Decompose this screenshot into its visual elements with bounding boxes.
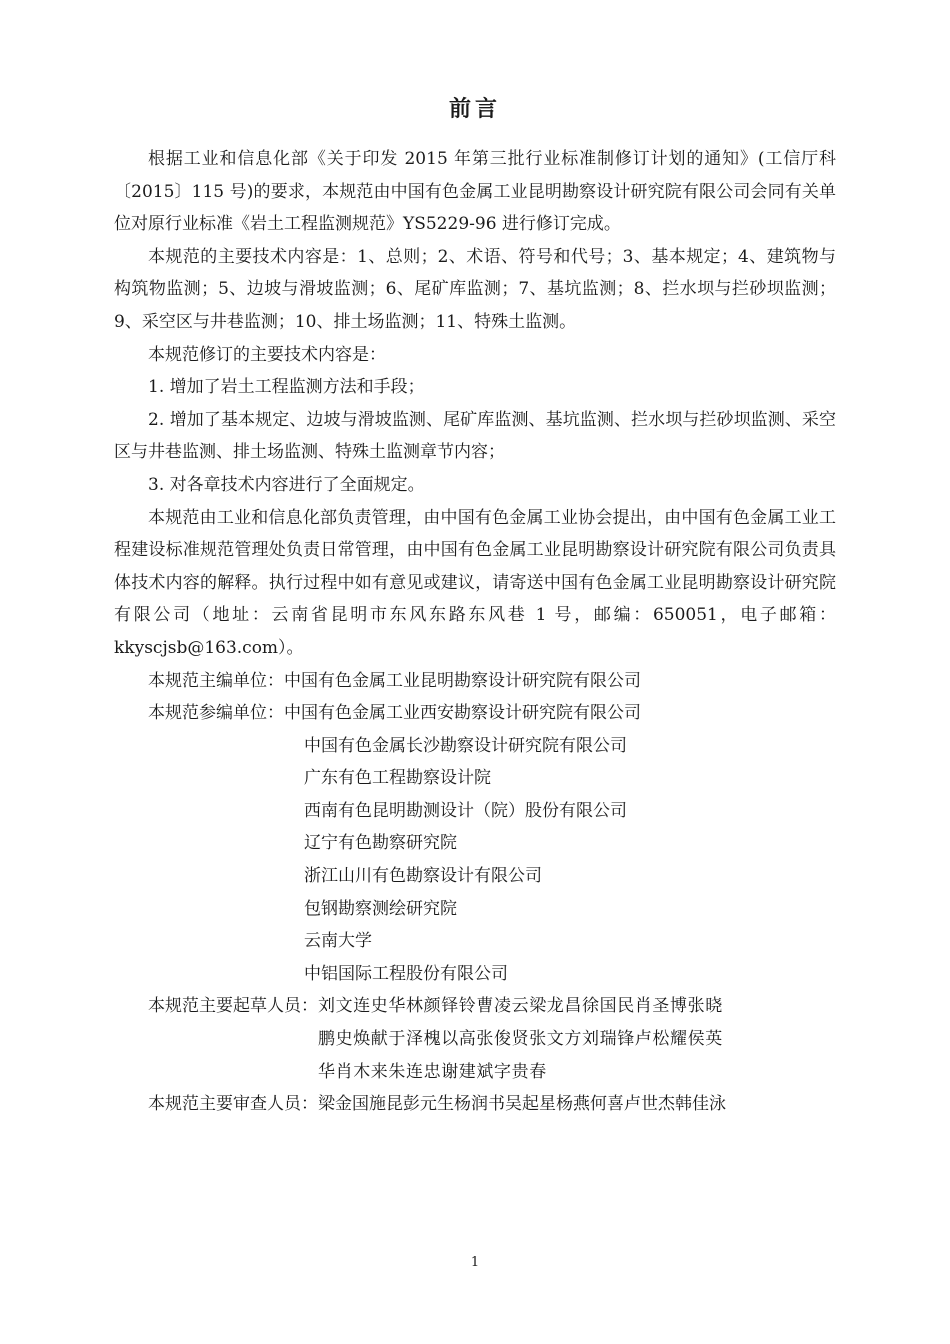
chief-unit-row [114, 665, 836, 698]
paragraph-management: 本规范由工业和信息化部负责管理，由中国有色金属工业协会提出，由中国有色金属工业工程建设标准规范管理处负责日常管理，由中国有色金属工业昆明勘察设计研究院有限公司负责具体技术内容的解释。执行过程中如有意见或建议，请寄送中国有色金属工业昆明勘察设计研究院有限公司（地址：云南省昆明市东风东路东风巷 1 号，邮编：650051，电子邮箱：kkyscjsb@163.com）。 [114, 507, 836, 658]
participating-units-label: 本规范参编单位： [148, 703, 284, 724]
participating-unit: 中国有色金属长沙勘察设计研究院有限公司 [304, 735, 627, 756]
paragraph-main-content: 本规范的主要技术内容是：1、总则；2、术语、符号和代号；3、基本规定；4、建筑物与构筑物监测；5、边坡与滑坡监测；6、尾矿库监测；7、基坑监测；8、拦水坝与拦砂坝监测；9、采空区与井巷监测；10、排土场监测；11、特殊土监测。 [114, 246, 836, 332]
reviewers-names: 梁金国施昆彭元生杨润书吴起星杨燕何喜卢世杰韩佳泳 [318, 1094, 726, 1115]
drafters-label: 本规范主要起草人员： [148, 996, 318, 1017]
reviewers-label: 本规范主要审查人员： [148, 1094, 318, 1115]
page-title: 前言 [448, 97, 501, 122]
revision-item-1: 1. 增加了岩土工程监测方法和手段； [148, 377, 425, 398]
page-number: 1 [470, 1255, 480, 1270]
participating-units-list [304, 730, 836, 991]
participating-units-row [114, 697, 836, 730]
participating-unit: 中铝国际工程股份有限公司 [304, 963, 508, 984]
participating-unit: 云南大学 [304, 931, 372, 952]
participating-unit: 包钢勘察测绘研究院 [304, 898, 457, 919]
revision-item-2: 2. 增加了基本规定、边坡与滑坡监测、尾矿库监测、基坑监测、拦水坝与拦砂坝监测、采空区与井巷监测、排土场监测、特殊土监测章节内容； [114, 409, 836, 463]
participating-unit: 辽宁有色勘察研究院 [304, 833, 457, 854]
chief-unit-label: 本规范主编单位： [148, 670, 284, 691]
paragraph-basis: 根据工业和信息化部《关于印发 2015 年第三批行业标准制修订计划的通知》(工信厅科〔2015〕115 号)的要求，本规范由中国有色金属工业昆明勘察设计研究院有限公司会同有关单位对原行业标准《岩土工程监测规范》YS5229-96 进行修订完成。 [114, 149, 836, 235]
participating-unit: 浙江山川有色勘察设计有限公司 [304, 866, 542, 887]
participating-unit: 广东有色工程勘察设计院 [304, 768, 491, 789]
document-body [114, 143, 836, 1121]
participating-unit: 中国有色金属工业西安勘察设计研究院有限公司 [284, 703, 641, 724]
chief-unit: 中国有色金属工业昆明勘察设计研究院有限公司 [284, 670, 641, 691]
drafters-names: 刘文连史华林颜铎铃曹凌云梁龙昌徐国民肖圣博张晓鹏史焕献于泽槐以高张俊贤张文方刘瑞锋卢松耀侯英华肖木来朱连忠谢建斌字贵春 [318, 996, 723, 1082]
participating-unit: 西南有色昆明勘测设计（院）股份有限公司 [304, 800, 627, 821]
drafters-row [114, 990, 836, 1088]
reviewers-row [114, 1088, 836, 1121]
revision-item-3: 3. 对各章技术内容进行了全面规定。 [148, 474, 425, 495]
paragraph-revision-intro: 本规范修订的主要技术内容是： [148, 344, 386, 365]
